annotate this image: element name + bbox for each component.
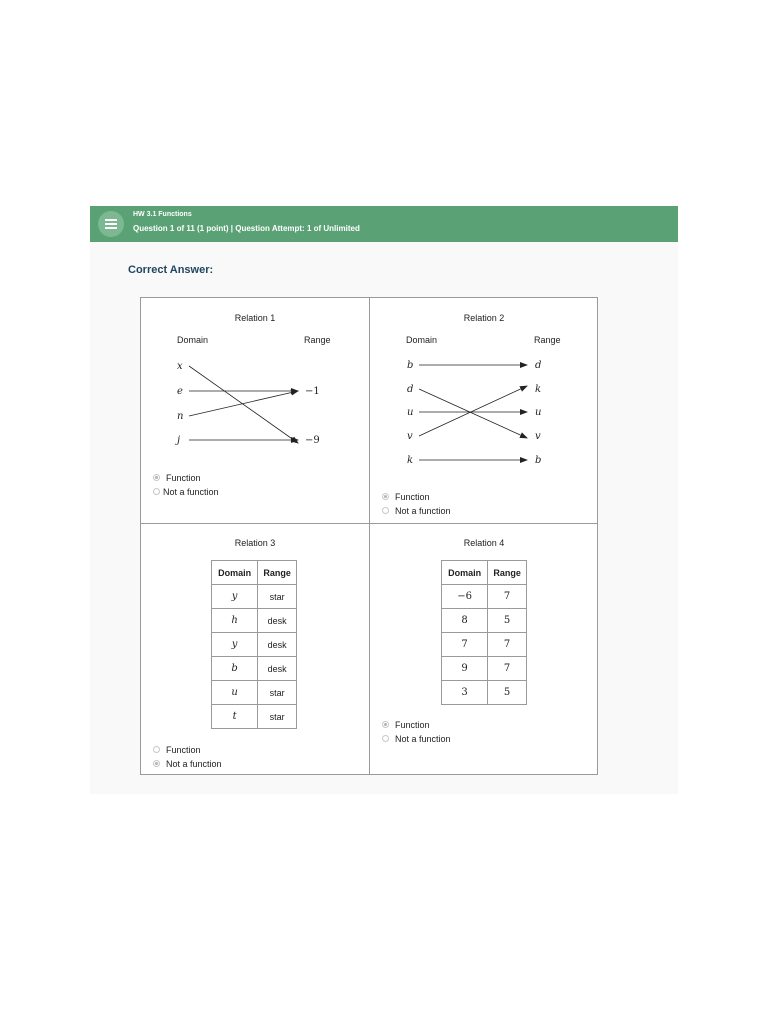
range-cell: desk — [258, 657, 297, 681]
column-header: Domain — [212, 561, 258, 585]
range-cell: 7 — [488, 657, 527, 681]
menu-icon-bar — [105, 227, 117, 229]
relation-4-table — [441, 560, 527, 705]
domain-value: j — [177, 435, 181, 446]
option-function-label[interactable]: Function — [395, 492, 430, 502]
domain-cell: 9 — [442, 657, 488, 681]
table-row — [212, 681, 297, 705]
domain-cell: h — [212, 609, 258, 633]
table-row — [212, 705, 297, 729]
range-cell: star — [258, 585, 297, 609]
table-row — [442, 609, 527, 633]
option-not-a-function-label[interactable]: Not a function — [395, 506, 451, 516]
domain-value: e — [177, 386, 183, 397]
mapping-arrow — [419, 386, 527, 436]
range-value: b — [535, 455, 542, 466]
option-not-a-function-label[interactable]: Not a function — [163, 487, 219, 497]
relation-4-cell — [370, 524, 598, 774]
radio-function[interactable] — [153, 474, 160, 481]
table-row — [212, 657, 297, 681]
radio-not-a-function[interactable] — [153, 488, 160, 495]
table-row — [442, 585, 527, 609]
assignment-title: HW 3.1 Functions — [133, 211, 192, 218]
menu-button[interactable] — [98, 211, 124, 237]
radio-function[interactable] — [382, 721, 389, 728]
table-row — [442, 681, 527, 705]
range-value: u — [535, 407, 542, 418]
range-cell: star — [258, 705, 297, 729]
range-cell: 5 — [488, 681, 527, 705]
relation-title: Relation 3 — [234, 538, 276, 548]
domain-value: u — [407, 407, 414, 418]
radio-function[interactable] — [153, 746, 160, 753]
option-function-label[interactable]: Function — [166, 473, 201, 483]
mapping-arrow — [189, 391, 298, 416]
domain-cell: −6 — [442, 585, 488, 609]
domain-value: d — [407, 384, 414, 395]
relation-title: Relation 4 — [463, 538, 505, 548]
radio-function[interactable] — [382, 493, 389, 500]
range-header: Range — [304, 335, 331, 345]
question-header — [90, 206, 678, 242]
relation-2-cell — [370, 298, 598, 523]
relation-3-cell — [141, 524, 369, 774]
option-not-a-function-label[interactable]: Not a function — [395, 734, 451, 744]
menu-icon-bar — [105, 223, 117, 225]
table-row — [442, 633, 527, 657]
domain-value: x — [177, 361, 183, 372]
domain-cell: y — [212, 633, 258, 657]
range-value: k — [535, 384, 542, 395]
domain-cell: y — [212, 585, 258, 609]
mapping-arrow — [189, 366, 298, 443]
domain-value: n — [177, 411, 184, 422]
domain-header: Domain — [406, 335, 438, 345]
table-row — [212, 585, 297, 609]
radio-not-a-function[interactable] — [382, 507, 389, 514]
range-cell: star — [258, 681, 297, 705]
domain-value: k — [407, 455, 414, 466]
menu-icon-bar — [105, 219, 117, 221]
domain-cell: u — [212, 681, 258, 705]
domain-cell: b — [212, 657, 258, 681]
range-cell: desk — [258, 633, 297, 657]
relation-2-arrows — [370, 298, 598, 523]
range-value: −1 — [305, 386, 320, 397]
question-meta: Question 1 of 11 (1 point) | Question Attempt: 1 of Unlimited — [133, 224, 360, 233]
range-value: d — [535, 360, 542, 371]
radio-not-a-function[interactable] — [153, 760, 160, 767]
table-row — [212, 609, 297, 633]
column-header: Range — [258, 561, 297, 585]
option-not-a-function-label[interactable]: Not a function — [166, 759, 222, 769]
range-cell: desk — [258, 609, 297, 633]
option-function-label[interactable]: Function — [166, 745, 201, 755]
table-row — [212, 633, 297, 657]
range-cell: 7 — [488, 633, 527, 657]
domain-cell: t — [212, 705, 258, 729]
relation-1-cell — [141, 298, 369, 523]
relations-grid — [140, 297, 598, 775]
range-value: −9 — [305, 435, 320, 446]
radio-not-a-function[interactable] — [382, 735, 389, 742]
mapping-arrow — [419, 389, 527, 438]
column-header: Domain — [442, 561, 488, 585]
domain-cell: 3 — [442, 681, 488, 705]
range-value: v — [535, 431, 541, 442]
question-panel — [90, 206, 678, 794]
domain-value: b — [407, 360, 414, 371]
option-function-label[interactable]: Function — [395, 720, 430, 730]
column-header: Range — [488, 561, 527, 585]
domain-header: Domain — [177, 335, 209, 345]
domain-cell: 8 — [442, 609, 488, 633]
range-cell: 5 — [488, 609, 527, 633]
domain-cell: 7 — [442, 633, 488, 657]
range-cell: 7 — [488, 585, 527, 609]
domain-value: v — [407, 431, 413, 442]
relation-3-table — [211, 560, 297, 729]
relation-title: Relation 1 — [234, 313, 276, 323]
correct-answer-label: Correct Answer: — [128, 264, 214, 276]
relation-title: Relation 2 — [463, 313, 505, 323]
table-row — [442, 657, 527, 681]
range-header: Range — [534, 335, 561, 345]
